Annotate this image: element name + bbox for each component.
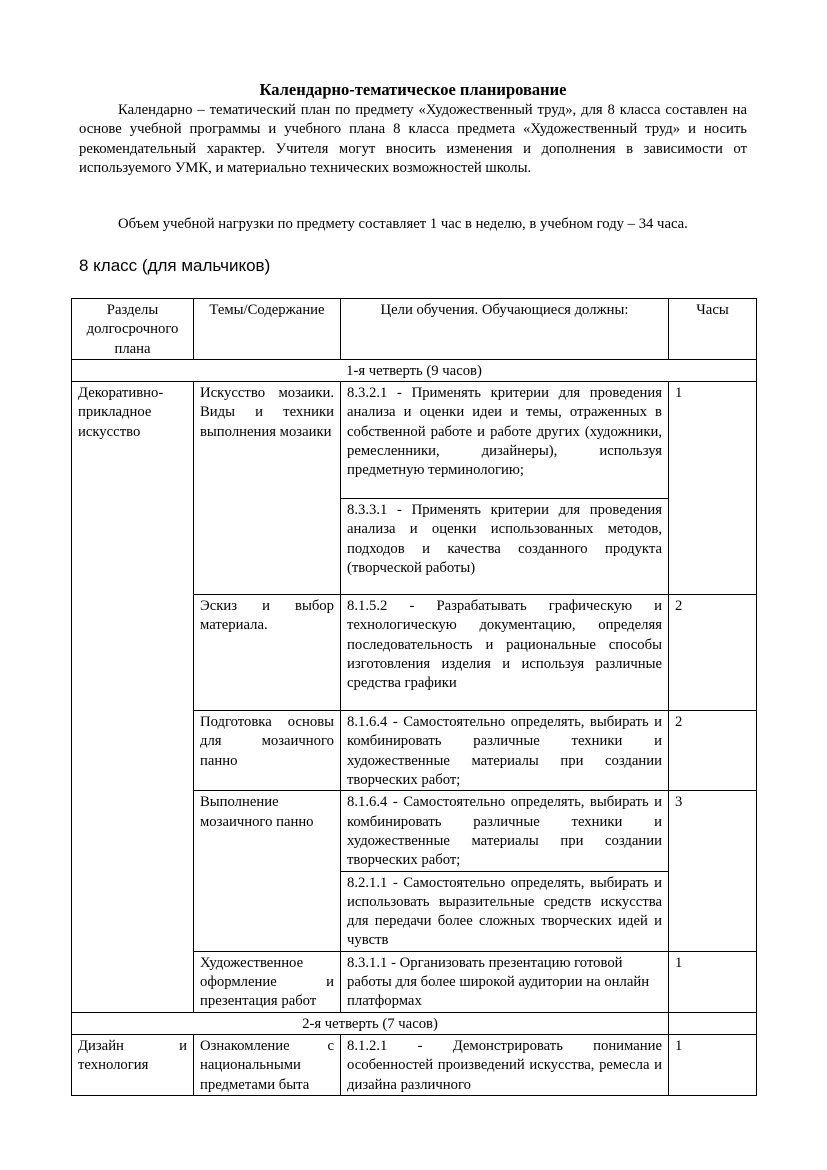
- hours-cell: 1: [669, 1034, 757, 1095]
- topic-cell: Художественное оформление и презентация работ: [194, 951, 341, 1012]
- goal-cell: 8.3.3.1 - Применять критерии для проведения анализа и оценки использованных методов, подходов и качества созданного продукта (творческой работы): [341, 499, 669, 595]
- topic-cell: Подготовка основы для мозаичного панно: [194, 711, 341, 791]
- section-cell: Декоративно-прикладное искусство: [72, 382, 194, 1012]
- load-paragraph: Объем учебной нагрузки по предмету составляет 1 час в неделю, в учебном году – 34 часа.: [118, 216, 688, 232]
- hours-cell: 1: [669, 951, 757, 1012]
- quarter-row: [72, 359, 757, 381]
- table-row: [72, 1034, 757, 1095]
- goal-cell: 8.2.1.1 - Самостоятельно определять, выбирать и использовать выразительные средств искусства для передачи более сложных творческих идей и чувств: [341, 871, 669, 951]
- hours-cell: 1: [669, 382, 757, 595]
- table-row: [72, 382, 757, 499]
- grade-heading: 8 класс (для мальчиков): [79, 256, 271, 275]
- planning-table: [71, 298, 757, 1096]
- goal-cell: 8.3.1.1 - Организовать презентацию готовой работы для более широкой аудитории на онлайн платформах: [341, 951, 669, 1012]
- hours-cell: 2: [669, 711, 757, 791]
- header-topics: Темы/Содержание: [194, 299, 341, 360]
- hours-cell: 3: [669, 791, 757, 951]
- section-cell: Дизайн и технология: [72, 1034, 194, 1095]
- goal-cell: 8.1.6.4 - Самостоятельно определять, выбирать и комбинировать различные техники и художественные материалы при создании творческих работ;: [341, 711, 669, 791]
- topic-cell: Эскиз и выбор материала.: [194, 595, 341, 711]
- goal-cell: 8.3.2.1 - Применять критерии для проведения анализа и оценки идеи и темы, отраженных в собственной работе и работе других (художники, ремесленники, дизайнеры), используя предметную терминологию;: [341, 382, 669, 499]
- table-header-row: [72, 299, 757, 360]
- quarter-2-label: 2-я четверть (7 часов): [72, 1012, 669, 1034]
- topic-cell: Ознакомление с национальными предметами быта: [194, 1034, 341, 1095]
- goal-cell: 8.1.6.4 - Самостоятельно определять, выбирать и комбинировать различные техники и художественные материалы при создании творческих работ;: [341, 791, 669, 871]
- goal-cell: 8.1.5.2 - Разрабатывать графическую и технологическую документацию, определяя последовательность и рациональные способы изготовления изделия и используя различные средства графики: [341, 595, 669, 711]
- topic-cell: Выполнение мозаичного панно: [194, 791, 341, 951]
- intro-paragraph: Календарно – тематический план по предмету «Художественный труд», для 8 класса составлен на основе учебной программы и учебного плана 8 класса предмета «Художественный труд» и носить рекомендательный характер. Учителя могут вносить изменения и дополнения в зависимости от используемого УМК, и материально технических возможностей школы.: [79, 102, 747, 176]
- quarter-2-hours-empty: [669, 1012, 757, 1034]
- header-goals: Цели обучения. Обучающиеся должны:: [341, 299, 669, 360]
- hours-cell: 2: [669, 595, 757, 711]
- quarter-row: [72, 1012, 757, 1034]
- header-sections: Разделы долгосрочного плана: [72, 299, 194, 360]
- quarter-1-label: 1-я четверть (9 часов): [72, 359, 757, 381]
- header-hours: Часы: [669, 299, 757, 360]
- goal-cell: 8.1.2.1 - Демонстрировать понимание особенностей произведений искусства, ремесла и дизайна различного: [341, 1034, 669, 1095]
- topic-cell: Искусство мозаики. Виды и техники выполнения мозаики: [194, 382, 341, 595]
- page-title: Календарно-тематическое планирование: [259, 80, 567, 99]
